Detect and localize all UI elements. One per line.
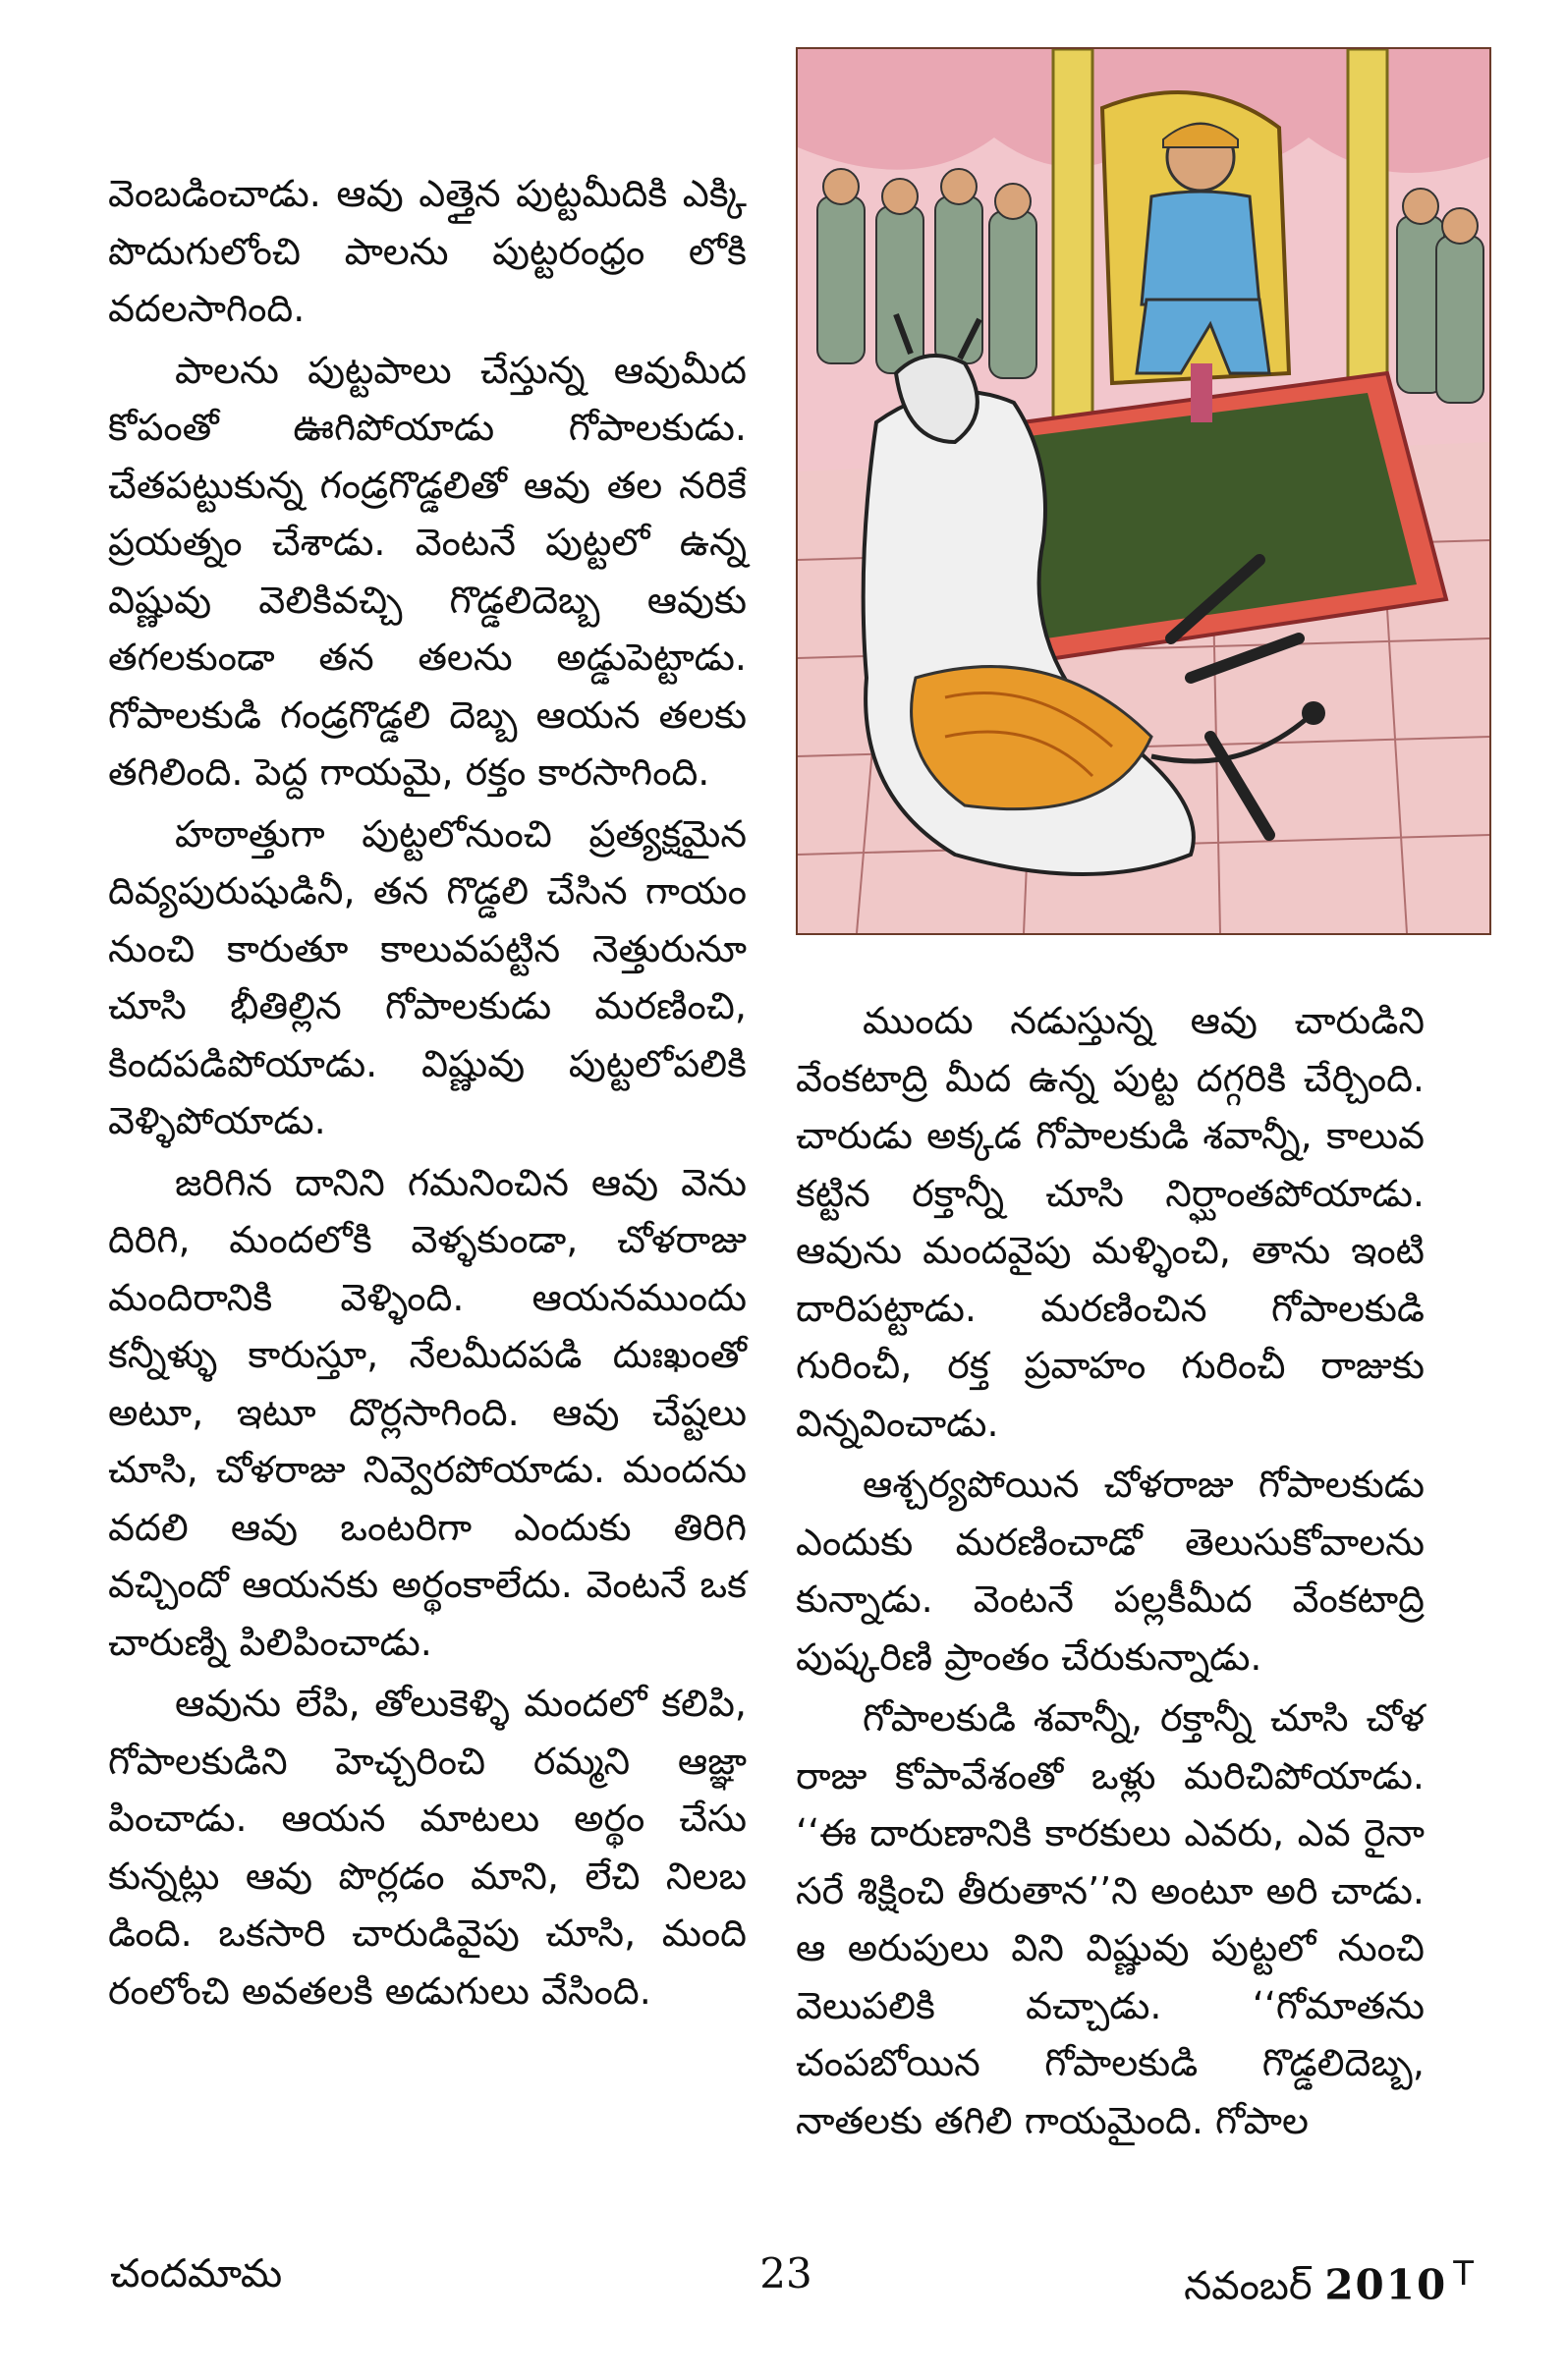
right-paragraph-1: ముందు నడుస్తున్న ఆవు చారుడిని వేంకటాద్రి మీద ఉన్న పుట్ట దగ్గరికి చేర్చింది. చారుడు అక్కడ గోపాలకుడి శవాన్నీ, కాలువ కట్టిన రక్తాన్నీ చూసి నిర్ఘాంతపోయాడు. ఆవును మందవైపు మళ్ళించి, తాను ఇంటి దారిపట్టాడు. మరణించిన గోపాలకుడి గురించీ, రక్త ప్రవాహం గురించీ రాజుకు విన్నవించాడు. xyxy=(796,999,1425,1445)
left-paragraph-2: పాలను పుట్టపాలు చేస్తున్న ఆవుమీద కోపంతో ఊగిపోయాడు గోపాలకుడు. చేతపట్టుకున్న గండ్రగొడ్డలితో ఆవు తల నరికే ప్రయత్నం చేశాడు. వెంటనే పుట్టలో ఉన్న విష్ణువు వెలికివచ్చి గొడ్డలిదెబ్బ ఆవుకు తగలకుండా తన తలను అడ్డుపెట్టాడు. గోపాలకుడి గండ్రగొడ్డలి దెబ్బ ఆయన తలకు తగిలింది. పెద్ద గాయమై, రక్తం కారసాగింది. xyxy=(108,348,747,794)
court-scene-picture xyxy=(798,49,1489,933)
right-text-column xyxy=(796,992,1425,2149)
issue-date xyxy=(1184,2249,1474,2310)
left-paragraph-4: జరిగిన దానిని గమనించిన ఆవు వెను దిరిగి, మందలోకి వెళ్ళకుండా, చోళరాజు మందిరానికి వెళ్ళింది. ఆయనముందు కన్నీళ్ళు కారుస్తూ, నేలమీదపడి దుఃఖంతో అటూ, ఇటూ దొర్లసాగింది. ఆవు చేష్టలు చూసి, చోళరాజు నివ్వెరపోయాడు. మందను వదలి ఆవు ఒంటరిగా ఎందుకు తిరిగి వచ్చిందో ఆయనకు అర్థంకాలేదు. వెంటనే ఒక చారుణ్ని పిలిపించాడు. xyxy=(108,1160,747,1664)
story-illustration xyxy=(796,47,1491,935)
page-number: 23 xyxy=(759,2249,812,2297)
issue-month: నవంబర్ xyxy=(1184,2263,1313,2309)
issue-year: 2010 xyxy=(1324,2260,1448,2309)
right-paragraph-2: ఆశ్చర్యపోయిన చోళరాజు గోపాలకుడు ఎందుకు మరణించాడో తెలుసుకోవాలను కున్నాడు. వెంటనే పల్లకీమీద వేంకటాద్రి పుష్కరిణి ప్రాంతం చేరుకున్నాడు. xyxy=(796,1463,1425,1679)
left-paragraph-3: హఠాత్తుగా పుట్టలోనుంచి ప్రత్యక్షమైన దివ్యపురుషుడినీ, తన గొడ్డలి చేసిన గాయం నుంచి కారుతూ కాలువపట్టిన నెత్తురునూ చూసి భీతిల్లిన గోపాలకుడు మరణించి, కిందపడిపోయాడు. విష్ణువు పుట్టలోపలికి వెళ్ళిపోయాడు. xyxy=(108,811,747,1142)
right-paragraph-3: గోపాలకుడి శవాన్నీ, రక్తాన్నీ చూసి చోళ రాజు కోపావేశంతో ఒళ్లు మరిచిపోయాడు. ‘‘ఈ దారుణానికి కారకులు ఎవరు, ఎవ రైనా సరే శిక్షించి తీరుతాన’’ని అంటూ అరి చాడు. ఆ అరుపులు విని విష్ణువు పుట్టలో నుంచి వెలుపలికి వచ్చాడు. ‘‘గోమాతను చంపబోయిన గోపాలకుడి గొడ్డలిదెబ్బ, నాతలకు తగిలి గాయమైంది. గోపాల xyxy=(796,1696,1425,2142)
left-paragraph-5: ఆవును లేపి, తోలుకెళ్ళి మందలో కలిపి, గోపాలకుడిని హెచ్చరించి రమ్మని ఆజ్ఞా పించాడు. ఆయన మాటలు అర్థం చేసు కున్నట్లు ఆవు పొర్లడం మాని, లేచి నిలబ డింది. ఒకసారి చారుడివైపు చూసి, మంది రంలోంచి అవతలకి అడుగులు వేసింది. xyxy=(108,1682,747,2013)
left-text-column xyxy=(108,165,747,2020)
magazine-name: చందమామ xyxy=(110,2251,283,2297)
footer-mark: T xyxy=(1453,2254,1474,2294)
left-paragraph-1: వెంబడించాడు. ఆవు ఎత్తైన పుట్టమీదికి ఎక్కి పొదుగులోంచి పాలను పుట్టరంధ్రం లోకి వదలసాగింది. xyxy=(108,172,747,330)
